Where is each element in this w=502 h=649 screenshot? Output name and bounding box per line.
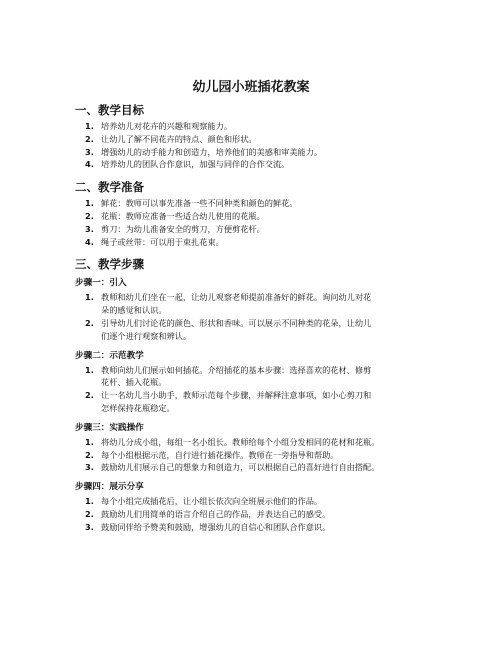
document-body [75, 103, 435, 534]
item-text-line1: 每个小组完成插花后，让小组长依次向全班展示他们的作品。 [101, 496, 323, 507]
list-item [75, 449, 435, 462]
list-item [75, 521, 435, 534]
item-text-line1: 将幼儿分成小组，每组一名小组长。教师给每个小组分发相同的花材和花瓶。 [101, 436, 380, 447]
step-spacer [75, 474, 435, 481]
step-title: 步骤一：引入 [75, 278, 127, 289]
item-text: 花瓶：教师应准备一些适合幼儿使用的花瓶。 [101, 210, 265, 221]
list-item [75, 291, 435, 317]
list-item [75, 389, 435, 415]
list-item [75, 508, 435, 521]
item-text-line1: 教师和幼儿们坐在一起，让幼儿观察老师提前准备好的鲜花。询问幼儿对花 [101, 292, 372, 303]
list-item [75, 197, 435, 210]
list-item [75, 436, 435, 449]
item-number: 3. [85, 146, 94, 157]
item-number: 2. [85, 508, 94, 519]
item-text-line1: 引导幼儿们讨论花的颜色、形状和香味。可以展示不同种类的花朵，让幼儿 [101, 317, 372, 328]
item-number: 2. [85, 210, 94, 221]
item-number: 3. [85, 462, 94, 473]
item-number: 1. [85, 121, 94, 131]
item-number: 2. [85, 390, 94, 401]
list-item [75, 158, 435, 171]
item-number: 4. [85, 159, 94, 170]
item-text-line2: 朵的感觉和认识。 [101, 305, 167, 316]
step-list [75, 495, 435, 533]
item-text-line1: 让一名幼儿当小助手，教师示范每个步骤，并解释注意事项，如小心剪刀和 [101, 390, 372, 401]
item-number: 3. [85, 521, 94, 532]
list-item [75, 317, 435, 343]
objectives-list [75, 120, 435, 171]
item-number: 1. [85, 364, 94, 375]
item-text-line2: 们逐个进行观察和辨认。 [101, 330, 192, 341]
section-heading-preparation: 二、教学准备 [75, 180, 144, 195]
item-number: 3. [85, 223, 94, 234]
section-spacer [75, 248, 435, 257]
step-list [75, 436, 435, 474]
preparation-list [75, 197, 435, 248]
item-text-line1: 每个小组根据示范，自行进行插花操作。教师在一旁指导和帮助。 [101, 449, 339, 460]
item-number: 1. [85, 198, 94, 209]
item-text: 让幼儿了解不同花卉的特点、颜色和形状。 [101, 133, 257, 144]
list-item [75, 236, 435, 249]
item-number: 1. [85, 496, 94, 507]
item-text-line1: 鼓励同伴给予赞美和鼓励，增强幼儿的自信心和团队合作意识。 [101, 521, 331, 532]
section-spacer [75, 171, 435, 180]
document-title: 幼儿园小班插花教案 [192, 80, 310, 95]
list-item [75, 146, 435, 159]
list-item [75, 120, 435, 133]
step-list [75, 291, 435, 342]
item-number: 2. [85, 133, 94, 144]
list-item [75, 495, 435, 508]
step-list [75, 364, 435, 415]
section-heading-objectives: 一、教学目标 [75, 103, 144, 117]
list-item [75, 461, 435, 474]
item-text: 绳子或丝带：可以用于束扎花束。 [101, 236, 224, 247]
item-text: 培养幼儿的团队合作意识，加强与同伴的合作交流。 [101, 159, 290, 170]
list-item [75, 210, 435, 223]
step-spacer [75, 343, 435, 350]
step-title: 步骤四：展示分享 [75, 482, 144, 493]
item-text-line1: 鼓励幼儿们用简单的语言介绍自己的作品，并表达自己的感受。 [101, 508, 331, 519]
item-text: 剪刀：为幼儿准备安全的剪刀，方便剪花杆。 [101, 223, 265, 234]
step-spacer [75, 415, 435, 422]
item-text-line1: 教师向幼儿们展示如何插花。介绍插花的基本步骤：选择喜欢的花材、修剪 [101, 364, 372, 375]
item-number: 2. [85, 317, 94, 328]
section-heading-steps: 三、教学步骤 [75, 257, 144, 272]
list-item [75, 223, 435, 236]
item-number: 1. [85, 292, 94, 303]
item-text: 鲜花：教师可以事先准备一些不同种类和颜色的鲜花。 [101, 198, 298, 209]
step-title: 步骤二：示范教学 [75, 350, 144, 361]
item-number: 4. [85, 236, 94, 247]
item-text: 增强幼儿的动手能力和创造力，培养他们的美感和审美能力。 [101, 146, 323, 157]
item-text: 培养幼儿对花卉的兴趣和观察能力。 [101, 121, 233, 131]
item-number: 2. [85, 449, 94, 460]
list-item [75, 133, 435, 146]
item-text-line2: 花杆、插入花瓶。 [101, 377, 167, 388]
step-title: 步骤三：实践操作 [75, 422, 144, 433]
item-number: 1. [85, 436, 94, 447]
item-text-line2: 怎样保持花瓶稳定。 [101, 402, 175, 413]
item-text-line1: 鼓励幼儿们展示自己的想象力和创造力，可以根据自己的喜好进行自由搭配。 [101, 462, 380, 473]
list-item [75, 364, 435, 390]
